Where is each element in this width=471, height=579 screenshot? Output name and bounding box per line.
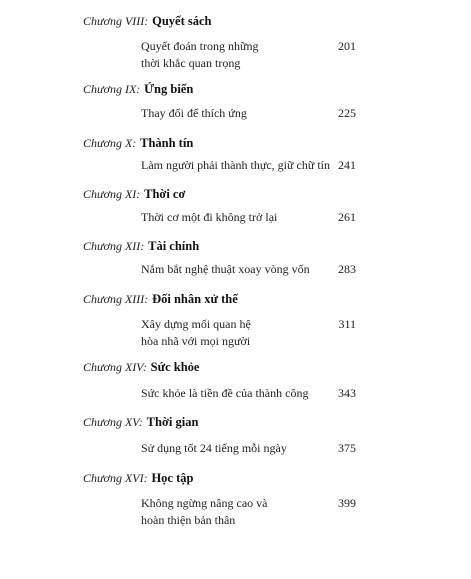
page-number: 375 xyxy=(338,441,356,455)
page-number: 201 xyxy=(338,39,356,53)
entry-line: hòa nhã với mọi người xyxy=(141,334,251,348)
chapter-heading xyxy=(83,239,199,253)
chapter-label: Chương XVI: xyxy=(83,471,148,485)
chapter-label: Chương XIV: xyxy=(83,360,147,374)
entry-line: Sử dụng tốt 24 tiếng mỗi ngày xyxy=(141,441,287,455)
chapter-heading xyxy=(83,187,185,201)
chapter-heading xyxy=(83,14,211,28)
entry-line: Thay đổi để thích ứng xyxy=(141,106,247,120)
chapter-label: Chương IX: xyxy=(83,82,141,96)
chapter-label: Chương VIII: xyxy=(83,14,149,28)
chapter-title: Đối nhân xử thế xyxy=(152,292,238,306)
chapter-label: Chương X: xyxy=(83,136,137,150)
page-number: 283 xyxy=(338,262,356,276)
chapter-label: Chương XII: xyxy=(83,239,145,253)
chapter-heading xyxy=(83,292,238,306)
chapter-label: Chương XV: xyxy=(83,415,143,429)
entry-line: Thời cơ một đi không trở lại xyxy=(141,210,278,224)
entry-line: Làm người phải thành thực, giữ chữ tín xyxy=(141,158,330,172)
chapter-title: Thời gian xyxy=(146,415,199,429)
chapter-heading xyxy=(83,360,199,374)
entry-line: hoàn thiện bản thân xyxy=(141,513,236,527)
page-number: 311 xyxy=(338,317,356,331)
page-number: 343 xyxy=(338,386,356,400)
entry-line: Sức khỏe là tiền đề của thành công xyxy=(141,386,309,400)
page-number: 261 xyxy=(338,210,356,224)
entry-line: Nắm bắt nghệ thuật xoay vòng vốn xyxy=(141,262,310,276)
entry-line: Xây dựng mối quan hệ xyxy=(141,317,251,331)
page-number: 225 xyxy=(338,106,356,120)
page-number: 399 xyxy=(338,496,356,510)
page-number: 241 xyxy=(338,158,356,172)
chapter-title: Ứng biến xyxy=(144,82,194,96)
chapter-title: Thành tín xyxy=(140,136,194,150)
chapter-label: Chương XIII: xyxy=(83,292,149,306)
entry-line: Quyết đoán trong những xyxy=(141,39,259,53)
chapter-title: Quyết sách xyxy=(152,14,212,28)
chapter-heading xyxy=(83,415,198,429)
entry-line: Không ngừng nâng cao và xyxy=(141,496,268,510)
chapter-title: Sức khỏe xyxy=(150,360,200,374)
chapter-title: Học tập xyxy=(151,471,194,485)
chapter-heading xyxy=(83,471,193,485)
entry-line: thời khắc quan trọng xyxy=(141,56,241,70)
chapter-heading xyxy=(83,136,193,150)
chapter-label: Chương XI: xyxy=(83,187,141,201)
chapter-title: Thời cơ xyxy=(144,187,186,201)
chapter-title: Tài chính xyxy=(148,239,200,253)
chapter-heading xyxy=(83,82,193,96)
